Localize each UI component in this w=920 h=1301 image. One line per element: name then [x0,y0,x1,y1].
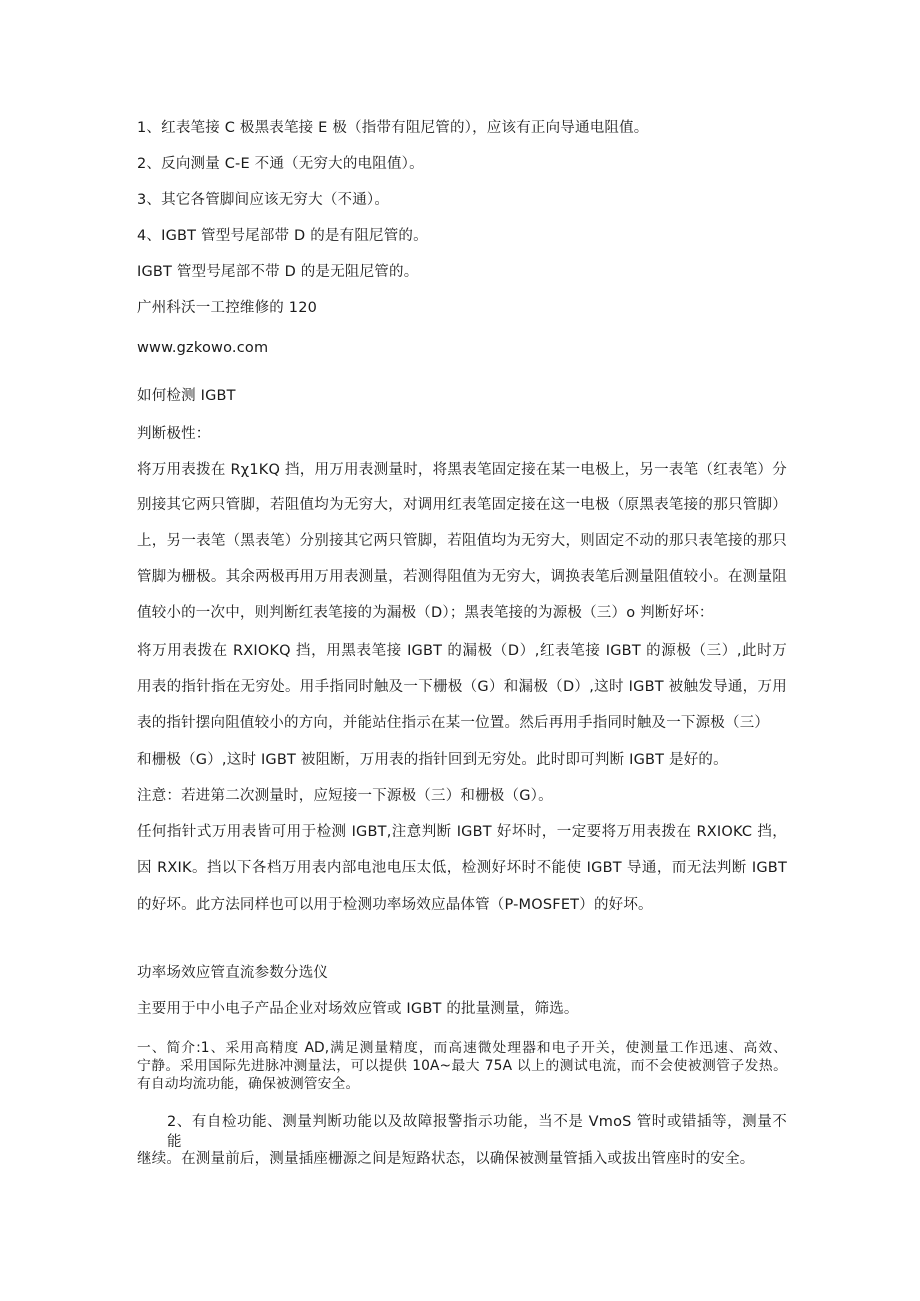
tester-feature-1-line: 一、简介:1、采用高精度 AD,满足测量精度，而高速微处理器和电子开关，使测量工作迅速、高效、 [137,1040,787,1056]
polarity-paragraph-line: 值较小的一次中，则判断红表笔接的为漏极（D）；黑表笔接的为源极（三）o 判断好坏： [137,605,714,621]
quality-paragraph-line: 将万用表拨在 RXIOKQ 挡，用黑表笔接 IGBT 的漏极（D）,红表笔接 IGBT 的源极（三）,此时万 [137,643,787,659]
tester-feature-2-line: 继续。在测量前后，测量插座栅源之间是短路状态，以确保被测量管插入或拔出管座时的安全。 [137,1151,755,1167]
meter-paragraph-line: 的好坏。此方法同样也可以用于检测功率场效应晶体管（P-MOSFET）的好坏。 [137,897,653,913]
meter-paragraph-line: 任何指针式万用表皆可用于检测 IGBT,注意判断 IGBT 好坏时，一定要将万用表拨在 RXIOKC 挡， [137,824,787,840]
polarity-paragraph-line: 将万用表拨在 Rχ1KQ 挡，用万用表测量时，将黑表笔固定接在某一电极上，另一表笔（红表笔）分 [137,462,787,478]
polarity-paragraph-line: 上，另一表笔（黑表笔）分别接其它两只管脚，若阻值均为无穷大，则固定不动的那只表笔接的那只 [137,533,787,549]
tester-intro: 主要用于中小电子产品企业对场效应管或 IGBT 的批量测量，筛选。 [137,1001,579,1017]
polarity-paragraph-line: 别接其它两只管脚，若阻值均为无穷大，对调用红表笔固定接在这一电极（原黑表笔接的那只管脚） [137,497,787,513]
check-step-3: 3、其它各管脚间应该无穷大（不通）。 [137,192,390,208]
subtitle-polarity: 判断极性： [137,426,211,442]
check-step-1: 1、红表笔接 C 极黑表笔接 E 极（指带有阻尼管的），应该有正向导通电阻值。 [137,120,649,136]
note-short-circuit: 注意：若进第二次测量时，应短接一下源极（三）和栅极（G）。 [137,788,553,804]
tester-feature-2-line: 2、有自检功能、测量判断功能以及故障报警指示功能，当不是 VmoS 管时或错插等，测量不能 [167,1114,787,1150]
meter-paragraph-line: 因 RXIK。挡以下各档万用表内部电池电压太低，检测好坏时不能使 IGBT 导通，而无法判断 IGBT [137,860,787,876]
check-step-2: 2、反向测量 C-E 不通（无穷大的电阻值）。 [137,156,424,172]
section-title-tester: 功率场效应管直流参数分选仪 [137,965,329,981]
polarity-paragraph-line: 管脚为栅极。其余两极再用万用表测量，若测得阻值为无穷大，调换表笔后测量阻值较小。在测量阻 [137,569,787,585]
source-website: www.gzkowo.com [137,340,269,356]
quality-paragraph-line: 表的指针摆向阻值较小的方向，并能站住指示在某一位置。然后再用手指同时触及一下源极（三） [137,715,770,731]
check-note-no-damper: IGBT 管型号尾部不带 D 的是无阻尼管的。 [137,264,419,280]
source-company: 广州科沃一工控维修的 120 [137,300,318,316]
tester-feature-1-line: 有自动均流功能，确保被测管安全。 [137,1076,360,1092]
section-title-detect-igbt: 如何检测 IGBT [137,388,236,404]
quality-paragraph-line: 和栅极（G）,这时 IGBT 被阻断，万用表的指针回到无穷处。此时即可判断 IGBT 是好的。 [137,752,728,768]
quality-paragraph-line: 用表的指针指在无穷处。用手指同时触及一下栅极（G）和漏极（D）,这时 IGBT 被触发导通，万用 [137,679,787,695]
check-step-4: 4、IGBT 管型号尾部带 D 的是有阻尼管的。 [137,228,428,244]
tester-feature-1-line: 宁静。采用国际先进脉冲测量法，可以提供 10A~最大 75A 以上的测试电流，而不会使被测管子发热。 [137,1058,787,1074]
